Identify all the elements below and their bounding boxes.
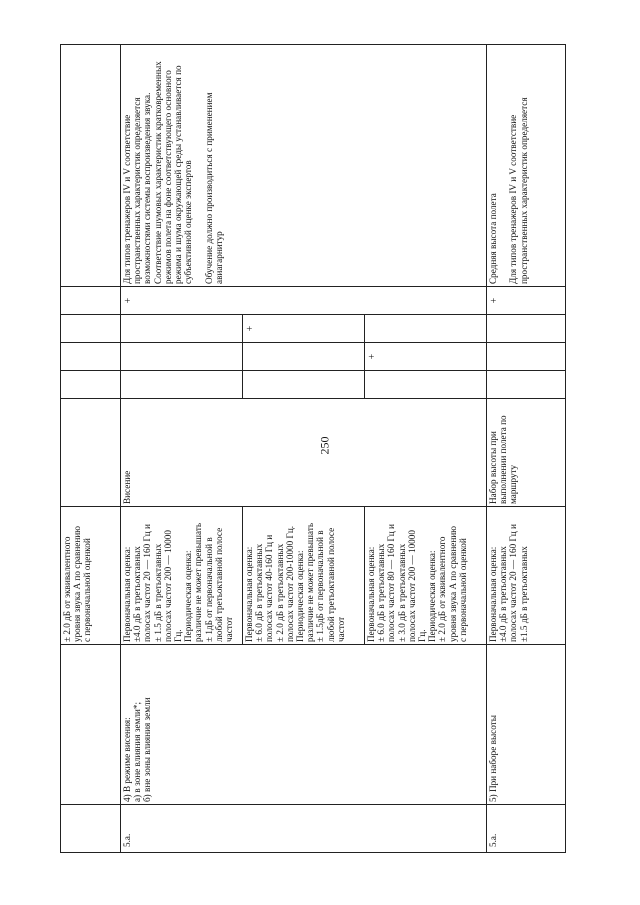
row-number: 5.a. [122,833,132,847]
criteria-cell [243,507,365,645]
table-row [487,45,566,853]
section-cell [487,645,566,805]
mark-cell [243,315,365,343]
mark-cell [365,371,487,399]
row-number-cell [487,805,566,853]
mark-cell [121,371,243,399]
mark [122,373,124,396]
mark-cell [61,371,121,399]
condition-cell [61,399,121,507]
mark [366,317,368,340]
mark-cell [487,371,566,399]
mark-cell [121,343,243,371]
notes-text: Для типов тренажеров IV и V соответствие пространственных характеристик определяется возможностями системы воспроизведения звука. Соответствие шумовых характеристик кратковременных режимов полета на фоне соответствующего основного режима и шума окружающей среды устанавливается по субъективной оценке экспертов Обучение должно производиться с применением авиагарнитур [122,61,224,284]
requirements-table-container [60,45,565,853]
mark: + [123,297,134,304]
criteria-text: ± 2.0 дБ от эквивалентного уровня звука А по сравнению с первоначальной оценкой [62,525,93,642]
criteria-cell [365,507,487,645]
criteria-text: Первоначальная оценка: ± 6.0 дБ в третьоктавных полосах частот 40-160 Гц и ± 2.0 дБ в третьоктавных полосах частот 200-10000 Гц. Периодическая оценка: различие не может превышать ± 1.5дБ от первоначальной в любой третьоктавной полосе частот [244,522,346,642]
requirements-table [60,44,566,853]
mark-cell [121,287,487,315]
table-row [61,45,121,853]
mark-cell [243,371,365,399]
condition-cell [121,399,487,507]
mark [244,373,246,396]
notes-cell [121,45,487,287]
mark: + [367,353,378,360]
notes-cell [61,45,121,287]
mark-cell [61,343,121,371]
criteria-cell [487,507,566,645]
criteria-cell [61,507,121,645]
section-text: 4) В режиме висения: а) в зоне влияния земли*; б) вне зоны влияния земли [122,697,153,802]
condition-cell [487,399,566,507]
section-cell [61,645,121,805]
page-number: 250 [317,436,332,455]
condition-text: Висение [122,470,132,504]
mark-cell [487,343,566,371]
criteria-text: Первоначальная оценка: ± 6.0 дБ в третьоктавных полосах частот 80 — 160 Гц и ± 3.0 дБ в третьоктавных полосах частот 200 — 10000 Гц. Периодическая оценка: ± 2.0 дБ от эквивалентного уровня звука А по сравнению с первоначальной оценкой [366,524,468,642]
mark [122,317,124,340]
mark [244,345,246,368]
row-number: 5.a. [488,833,498,847]
mark-cell [365,315,487,343]
notes-text: Средняя высота полета Для типов тренажеров IV и V соответствие пространственных характеристик определяется [488,97,529,284]
mark-cell [365,343,487,371]
mark [488,317,490,340]
condition-text: Набор высоты при выполнении полета по маршруту [488,415,519,504]
notes-cell [487,45,566,287]
section-text: 5) При наборе высоты [488,715,498,802]
mark [488,373,490,396]
section-cell [121,645,487,805]
mark-cell [487,287,566,315]
mark-cell [487,315,566,343]
mark-cell [61,315,121,343]
mark: + [489,297,500,304]
mark [366,373,368,396]
row-number-cell [121,805,487,853]
criteria-text: Первоначальная оценка: ±4.0 дБ в третьоктавных полосах частот 20 — 160 Гц и ± 1.5 дБ в третьоктавных полосах частот 200 — 10000 Гц. Периодическая оценка: различие не может превышать ± 1дБ от первоначальной в любой третьоктавной полосе частот [122,522,235,642]
mark-cell [243,343,365,371]
mark [488,345,490,368]
mark-cell [61,287,121,315]
row-number-cell [61,805,121,853]
mark-cell [121,315,243,343]
mark [122,345,124,368]
criteria-cell [121,507,243,645]
mark: + [245,325,256,332]
criteria-text: Первоначальная оценка: ±4.0 дБ в третьоктавных полосах частот 20 — 160 Гц и ±1.5 дБ в третьоктавных [488,524,529,642]
table-row [121,45,243,853]
